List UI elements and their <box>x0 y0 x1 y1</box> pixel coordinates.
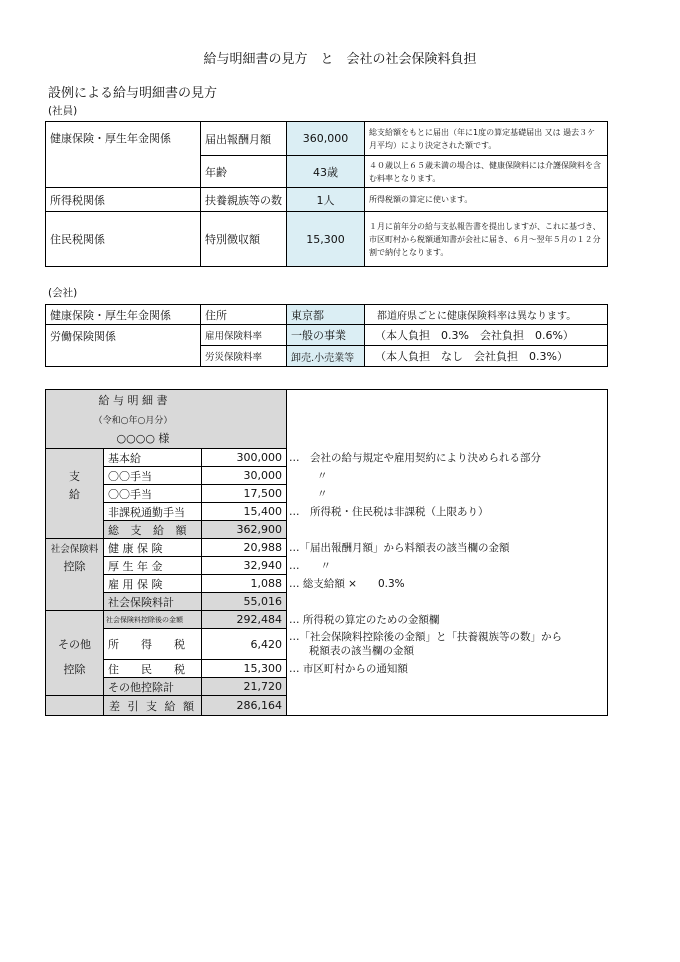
social-group-label <box>46 593 104 611</box>
special-collection-value: 15,300 <box>287 212 365 267</box>
gross-value: 362,900 <box>202 521 287 539</box>
income-tax-comment-line1: …「社会保険料控除後の金額」と「扶養親族等の数」から <box>289 630 562 643</box>
slip-comment-blank <box>287 521 608 539</box>
pay-item-label: 〇〇手当 <box>104 485 202 503</box>
dependents-label: 扶養親族等の数 <box>201 188 287 212</box>
slip-header-title: 給 与 明 細 書 <box>46 390 287 411</box>
social-item-label: 健 康 保 険 <box>104 539 202 557</box>
social-item-comment: …「届出報酬月額」から料額表の該当欄の金額 <box>287 539 608 557</box>
pay-item-label: 基本給 <box>104 449 202 467</box>
special-collection-label: 特別徴収額 <box>201 212 287 267</box>
slip-header-name: ○○○○ 様 <box>46 428 287 449</box>
slip-comment-blank <box>287 428 608 449</box>
age-note: ４０歳以上６５歳未満の場合は、健康保険料には介護保険料を含む料率となります。 <box>365 156 608 188</box>
social-item-label: 雇 用 保 険 <box>104 575 202 593</box>
employment-type: 一般の事業 <box>287 325 365 346</box>
health-pension-label: 健康保険・厚生年金関係 <box>46 122 201 188</box>
other-group-label <box>46 678 104 696</box>
net-label: 差 引 支 給 額 <box>104 696 202 716</box>
slip-header-period: （令和○年○月分） <box>46 410 287 428</box>
net-blank <box>46 696 104 716</box>
employment-rate-label: 雇用保険料率 <box>201 325 287 346</box>
pay-group-label <box>46 449 104 467</box>
reported-salary-label: 届出報酬月額 <box>201 122 287 156</box>
employment-note: （本人負担 0.3% 会社負担 0.6%） <box>365 325 608 346</box>
social-group-label: 控除 <box>46 557 104 575</box>
payslip-table <box>45 389 608 716</box>
income-tax-row-label: 所 得 税 <box>104 629 202 660</box>
slip-comment-blank <box>287 390 608 411</box>
address-value: 東京都 <box>287 305 365 325</box>
accident-note: （本人負担 なし 会社負担 0.3%） <box>365 346 608 367</box>
company-health-label: 健康保険・厚生年金関係 <box>46 305 201 325</box>
pay-item-comment: 〃 <box>287 467 608 485</box>
slip-comment-blank <box>287 678 608 696</box>
pay-group-label <box>46 521 104 539</box>
social-group-label <box>46 575 104 593</box>
social-item-comment: … 〃 <box>287 557 608 575</box>
social-group-label: 社会保険料 <box>46 539 104 557</box>
accident-type: 卸売.小売業等 <box>287 346 365 367</box>
page-title: 給与明細書の見方 と 会社の社会保険料負担 <box>203 52 477 67</box>
after-social-value: 292,484 <box>202 611 287 629</box>
company-table <box>45 304 608 367</box>
pay-item-comment: 〃 <box>287 485 608 503</box>
employee-table <box>45 121 608 267</box>
pay-item-comment: … 会社の給与規定や雇用契約により決められる部分 <box>287 449 608 467</box>
reported-salary-value: 360,000 <box>287 122 365 156</box>
net-value: 286,164 <box>202 696 287 716</box>
pay-item-value: 300,000 <box>202 449 287 467</box>
section-title: 設例による給与明細書の見方 <box>48 86 218 101</box>
dependents-note: 所得税額の算定に使います。 <box>365 188 608 212</box>
social-item-label: 厚 生 年 金 <box>104 557 202 575</box>
after-social-comment: … 所得税の算定のための金額欄 <box>287 611 608 629</box>
social-total-value: 55,016 <box>202 593 287 611</box>
income-tax-label: 所得税関係 <box>46 188 201 212</box>
accident-rate-label: 労災保険料率 <box>201 346 287 367</box>
pay-item-value: 15,400 <box>202 503 287 521</box>
after-social-label: 社会保険料控除後の金額 <box>104 611 202 629</box>
pay-group-label: 支 <box>46 467 104 485</box>
income-tax-row-value: 6,420 <box>202 629 287 660</box>
slip-comment-blank <box>287 410 608 428</box>
social-item-value: 32,940 <box>202 557 287 575</box>
age-value: 43歳 <box>287 156 365 188</box>
other-total-value: 21,720 <box>202 678 287 696</box>
resident-tax-row-label: 住 民 税 <box>104 660 202 678</box>
special-collection-note: １月に前年分の給与支払報告書を提出しますが、これに基づき、市区町村から税額通知書が会社に届き、６月～翌年５月の１２分割で納付となります。 <box>365 212 608 267</box>
pay-item-label: 〇〇手当 <box>104 467 202 485</box>
income-tax-row-comment <box>287 629 608 660</box>
company-label: (会社) <box>48 287 78 299</box>
dependents-value: 1人 <box>287 188 365 212</box>
income-tax-comment-line2: 税額表の該当欄の金額 <box>309 644 414 657</box>
address-note: 都道府県ごとに健康保険料率は異なります。 <box>365 305 608 325</box>
other-group-label <box>46 611 104 629</box>
social-item-comment: … 総支給額 × 0.3% <box>287 575 608 593</box>
resident-tax-label: 住民税関係 <box>46 212 201 267</box>
social-total-label: 社会保険料計 <box>104 593 202 611</box>
pay-group-label <box>46 503 104 521</box>
slip-comment-blank <box>287 696 608 716</box>
labor-insurance-label: 労働保険関係 <box>46 325 201 367</box>
social-item-value: 1,088 <box>202 575 287 593</box>
age-label: 年齢 <box>201 156 287 188</box>
pay-item-comment: … 所得税・住民税は非課税（上限あり） <box>287 503 608 521</box>
other-total-label: その他控除計 <box>104 678 202 696</box>
resident-tax-row-comment: … 市区町村からの通知額 <box>287 660 608 678</box>
reported-salary-note: 総支給額をもとに届出（年に1度の算定基礎届出 又は 過去３ケ月平均）により決定された額です。 <box>365 122 608 156</box>
resident-tax-row-value: 15,300 <box>202 660 287 678</box>
other-group-label: 控除 <box>46 660 104 678</box>
slip-comment-blank <box>287 593 608 611</box>
pay-item-value: 17,500 <box>202 485 287 503</box>
pay-group-label: 給 <box>46 485 104 503</box>
gross-label: 総 支 給 額 <box>104 521 202 539</box>
address-label: 住所 <box>201 305 287 325</box>
employee-label: (社員) <box>48 105 78 117</box>
pay-item-value: 30,000 <box>202 467 287 485</box>
pay-item-label: 非課税通勤手当 <box>104 503 202 521</box>
other-group-label: その他 <box>46 629 104 660</box>
social-item-value: 20,988 <box>202 539 287 557</box>
